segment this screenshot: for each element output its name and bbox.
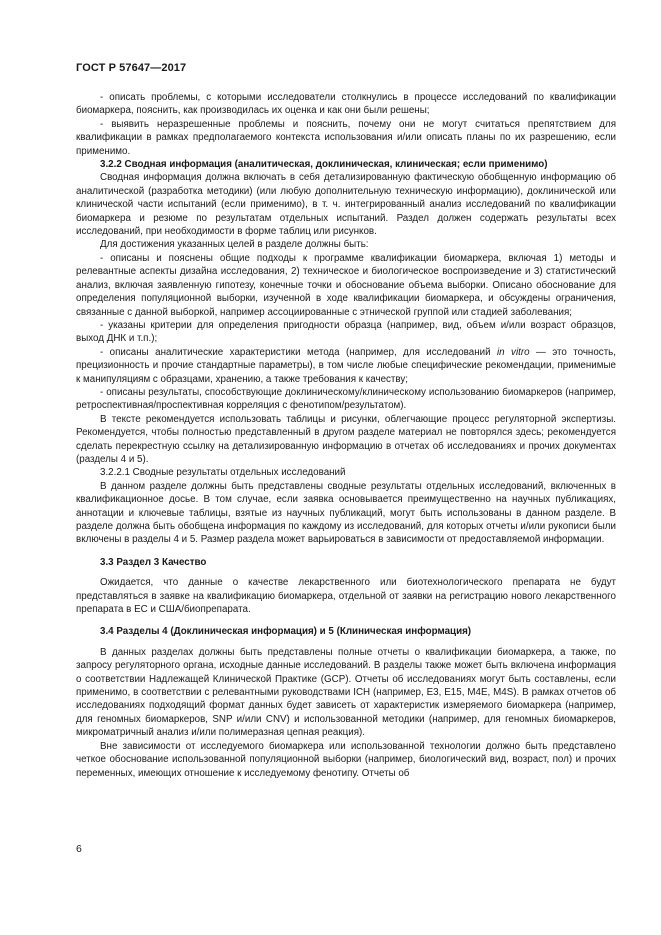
paragraph-tables-figures: В тексте рекомендуется использовать таблицы и рисунки, облегчающие процесс регуляторной экспертизы. Рекомендуется, чтобы полностью представленный в другом разделе материал не повторялся здесь; рекомендуется сделать перекрестную ссылку на детализированную информацию в отчетах об исследованиях и прочих документах (разделы 4 и 5). [76, 413, 616, 465]
paragraph-summary-info: Сводная информация должна включать в себя детализированную фактическую обобщенную информацию об аналитической (разработка методики) (или любую дополнительную техническую информацию), доклинической или клинической части испытаний (если применимо), в т. ч. интегрированный анализ исследований по квалификации биомаркера и резюме по результатам отдельных испытаний. Раздел должен содержать результаты всех исследований, при необходимости в форме таблиц или рисунков. [76, 172, 616, 238]
paragraph-goals-intro: Для достижения указанных целей в разделе должны быть: [100, 239, 369, 251]
spacer [76, 569, 616, 576]
page-number: 6 [76, 843, 82, 855]
paragraph-approaches: - описаны и пояснены общие подходы к программе квалификации биомаркера, включая 1) методы и релевантные аспекты дизайна исследования, 2) техническое и биологическое воспроизведение и 3) статистический анализ, включая заявленную гипотезу, конечные точки и обоснование объема выборки. Описано обоснование для определения популяционной выборки, изученной в ходе квалификации биомаркера, и обсуждены ограничения, связанные с данной выборкой, например ассоциированные с этнической группой или стадией заболевания; [76, 252, 616, 318]
text-fragment: - описаны аналитические характеристики метода (например, для исследований [100, 346, 497, 358]
text-fragment: — это точность, прецизионность и прочие стандартные параметры), в том числе любые специфические рекомендации, применимые к манипуляциям с образцами, хранению, а также требования к качеству; [76, 346, 617, 385]
paragraph-sample-criteria: - указаны критерии для определения пригодности образца (например, вид, объем и/или возраст образцов, выход ДНК и т.п.); [76, 319, 616, 345]
paragraph-results: - описаны результаты, способствующие доклиническому/клиническому использованию биомаркеров (например, ретроспективная/проспективная корреляция с фенотипом/результатом). [76, 386, 616, 412]
paragraph-quality: Ожидается, что данные о качестве лекарственного или биотехнологического препарата не будут представляться в заявке на квалификацию биомаркера, отдельной от заявки на регистрацию нового лекарственного препарата в ЕС и США/биопрепарата. [76, 577, 616, 616]
paragraph-describe-problems: - описать проблемы, с которыми исследователи столкнулись в процессе исследований по квалификации биомаркера, пояснить, как производилась их оценка и как они были решены; [76, 92, 616, 117]
spacer [76, 616, 616, 625]
paragraph-reports: В данных разделах должны быть представлены полные отчеты о квалификации биомаркера, а также, по запросу регуляторного органа, исходные данные исследований. В разделы также может быть включена информация о соответствии Надлежащей Клинической Практике (GCP). Отчеты об исследованиях могут быть составлены, если применимо, в соответствии с релевантными руководствами ICH (например, E3, E15, M4E, M4S). В рамках отчетов об исследованиях подходящий формат данных будет зависеть от характеристик измеряемого биомаркера (например, для геномных биомаркеров, SNP и/или CNV) и использованной методики (например, для геномных биомаркеров, микроматричный анализ и/или полимеразная цепная реакция). [76, 646, 616, 739]
document-id-header: ГОСТ Р 57647—2017 [76, 62, 187, 74]
spacer [76, 639, 616, 646]
italic-term: in vitro [497, 346, 530, 358]
section-heading-3-2-2-1: 3.2.2.1 Сводные результаты отдельных исследований [100, 467, 346, 479]
body-text [76, 91, 616, 780]
section-heading-3-2-2: 3.2.2 Сводная информация (аналитическая, доклиническая, клиническая; если применимо) [100, 159, 548, 171]
section-heading-3-4: 3.4 Разделы 4 (Доклиническая информация) и 5 (Клиническая информация) [100, 626, 472, 638]
paragraph-unresolved-problems: - выявить неразрешенные проблемы и пояснить, почему они не могут считаться препятствием для квалификации в рамках предполагаемого контекста использования и/или описать планы по их разрешению, если применимо. [76, 118, 616, 157]
paragraph-analytical-characteristics [76, 346, 616, 386]
spacer [76, 547, 616, 556]
section-heading-3-3: 3.3 Раздел 3 Качество [100, 556, 207, 568]
paragraph-population-justification: Вне зависимости от исследуемого биомаркера или использованной технологии должно быть представлено четкое обоснование использованной популяционной выборки (например, биологический вид, возраст, пол) и прочих переменных, имеющих отношение к исследуемому фенотипу. Отчеты об [76, 740, 616, 779]
paragraph-individual-results: В данном разделе должны быть представлены сводные результаты отдельных исследований, включенных в квалификационное досье. В том случае, если заявка основывается преимущественно на научных публикациях, аннотации и ключевые таблицы, взятые из научных публикаций, могут быть использованы в данном разделе. В разделе должна быть обобщена информация по каждому из исследований, для которых отчеты и/или рукописи были включены в разделы 4 и 5. Размер раздела может варьироваться в зависимости от предоставляемой информации. [76, 480, 616, 546]
